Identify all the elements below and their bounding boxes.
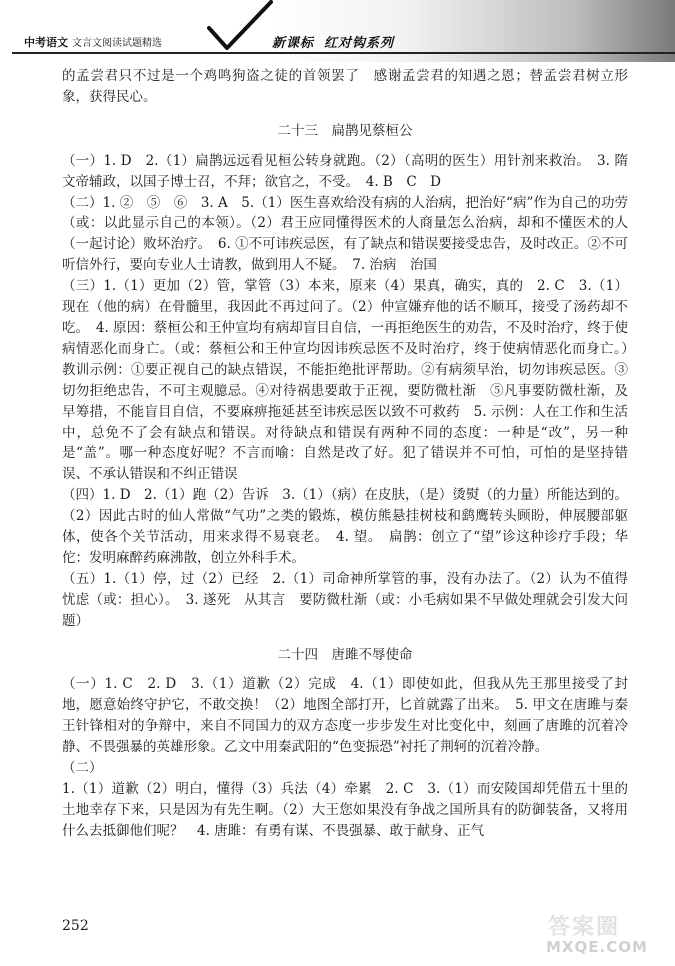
answer-content [62,66,642,842]
page-number: 252 [62,918,89,934]
book-title [24,34,162,50]
book-subtitle: 文言文阅读试题精选 [72,38,162,49]
header-rule [12,52,675,54]
series-label-a: 新课标 [272,36,315,51]
answer-paragraph: （一）1. D 2.（1）扁鹊远远看见桓公转身就跑。（2）（高明的医生）用针剂来救治。 3. 隋文帝辅政，以国子博士召，不拜；欲官之，不受。 4. B C D [62,152,628,190]
answer-paragraph: （二）1. ② ⑤ ⑥ 3. A 5.（1）医生喜欢给没有病的人治病，把治好“病”作为自己的功劳（或：以此显示自己的本领）。（2）君王应同懂得医术的人商量怎么治病，却和不懂医术的人（一起讨论）败坏治疗。 6. ①不可讳疾忌医，有了缺点和错误要接受忠告，及时改正。②不可听信外行，要向专业人士请教，做到用人不疑。 7. 治病 治国 [62,194,628,274]
continuation-paragraph: 的孟尝君只不过是一个鸡鸣狗盗之徒的首领罢了 感谢孟尝君的知遇之恩；替孟尝君树立形象，获得民心。 [62,68,628,105]
answer-paragraph: （四）1. D 2.（1）跑（2）告诉 3.（1）（病）在皮肤，（是）烫熨（的力量）所能达到的。（2）因此古时的仙人常做“气功”之类的锻炼，模仿熊悬挂树枝和鹞鹰转头顾盼，伸展腰部躯体，使各个关节活动，用来求得不易衰老。 4. 望。 扁鹊：创立了“望”诊这种诊疗手段；华佗：发明麻醉药麻沸散，创立外科手术。 [62,487,628,566]
series-label [262,32,394,51]
answer-paragraph: （一）1. C 2. D 3.（1）道歉（2）完成 4.（1）即使如此，但我从先王那里接受了封地，愿意始终守护它，不敢交换！（2）地图全部打开，匕首就露了出来。 5. 甲文在唐雎与秦王针锋相对的争辩中，来自不同国力的双方态度一步步发生对比变化中，刻画了唐雎的沉着冷静、不畏强暴的英雄形象。乙文中用秦武阳的“色变振恐”衬托了荆轲的沉着冷静。 [62,676,628,756]
section-title-23: 二十三 扁鹊见蔡桓公 [277,122,413,139]
answer-paragraph: （五）1.（1）停，过（2）已经 2.（1）司命神所掌管的事，没有办法了。（2）认为不值得忧虑（或：担心）。 3. 遂死 从其言 要防微杜渐（或：小毛病如果不早做处理就会引发大问题） [62,570,628,629]
section-title-24: 二十四 唐雎不辱使命 [277,646,413,663]
series-label-b: 红对钩系列 [324,36,395,51]
watermark-url: MXQE.COM [546,938,648,956]
answer-paragraph: （二） [62,760,103,777]
answer-paragraph: （三）1.（1）更加（2）管，掌管（3）本来，原来（4）果真，确实，真的 2. C 3.（1）现在（他的病）在骨髓里，我因此不再过问了。（2）仲宣嫌弃他的话不顺耳，接受了汤药却不吃。 4. 原因：蔡桓公和王仲宣均有病却盲目自信，一再拒绝医生的劝告，不及时治疗，终于使病情恶化而身亡。（或：蔡桓公和王仲宣均因讳疾忌医不及时治疗，终于使病情恶化而身亡。） 教训示例：①要正视自己的缺点错误，不能拒绝批评帮助。②有病须早治，切勿讳疾忌医。③切勿拒绝忠告，不可主观臆忌。④对待祸患要敢于正视，要防微杜渐 ⑤凡事要防微杜渐，及早筹措，不能盲目自信，不要麻痹拖延甚至讳疾忌医以致不可救药 5. 示例：人在工作和生活中，总免不了会有缺点和错误。对待缺点和错误有两种不同的态度：一种是“改”，另一种是“盖”。哪一种态度好呢？不言而喻：自然是改了好。犯了错误并不可怕，可怕的是坚持错误、不承认错误和不纠正错误 [62,278,642,483]
answer-paragraph: 1.（1）道歉（2）明白，懂得（3）兵法（4）牵累 2. C 3.（1）而安陵国却凭借五十里的土地幸存下来，只是因为有先生啊。（2）大王您如果没有争战之国所具有的防御装备，又将用什么去抵御他们呢？ 4. 唐雎：有勇有谋、不畏强暴、敢于献身、正气 [62,781,628,839]
watermark-logo [540,908,665,958]
watermark-brand: 答案圈 [548,915,621,940]
book-title-main: 中考语文 [24,36,68,49]
page-header [0,0,675,62]
